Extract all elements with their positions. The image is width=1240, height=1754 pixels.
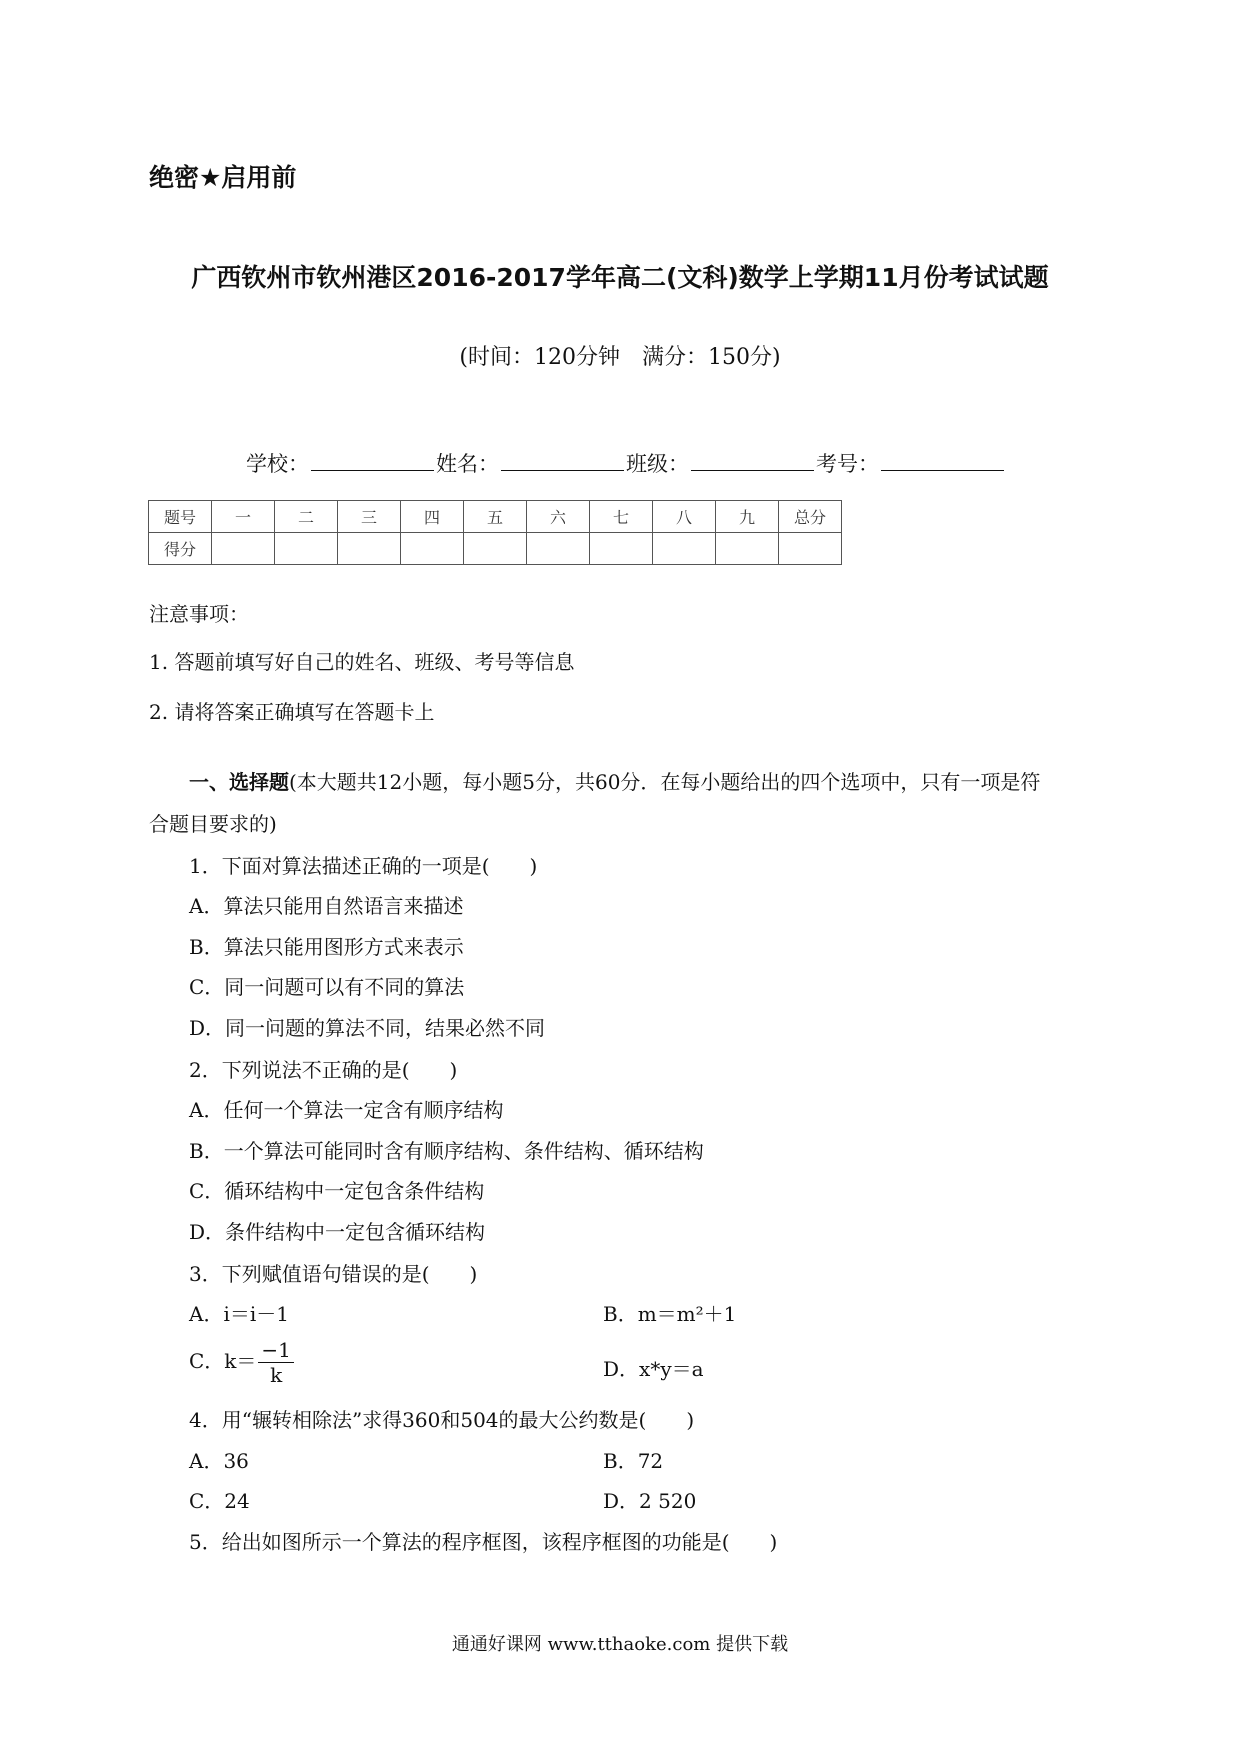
- question-option: B．一个算法可能同时含有顺序结构、条件结构、循环结构: [189, 1139, 704, 1163]
- score-table-header-row: [149, 501, 842, 533]
- question-option: D．x*y＝a: [603, 1357, 704, 1381]
- score-cell[interactable]: [275, 533, 338, 565]
- name-blank[interactable]: [501, 452, 624, 471]
- question-option: B．m＝m²＋1: [603, 1302, 737, 1326]
- table-cell: 四: [401, 501, 464, 533]
- fraction-denominator: k: [270, 1363, 283, 1387]
- score-cell[interactable]: [779, 533, 842, 565]
- question-option: A．i＝i－1: [189, 1302, 289, 1326]
- question-stem: 1．下面对算法描述正确的一项是( ): [189, 854, 538, 878]
- question-option: A．36: [189, 1449, 249, 1473]
- question-option: C．24: [189, 1489, 250, 1513]
- exam-title: 广西钦州市钦州港区2016-2017学年高二(文科)数学上学期11月份考试试题: [191, 263, 1049, 292]
- score-cell[interactable]: [653, 533, 716, 565]
- question-option: A．算法只能用自然语言来描述: [189, 894, 464, 918]
- question-option: C．循环结构中一定包含条件结构: [189, 1179, 485, 1203]
- score-table-score-row: [149, 533, 842, 565]
- score-table: [148, 500, 842, 565]
- note-item: 2. 请将答案正确填写在答题卡上: [149, 700, 435, 724]
- fraction-numerator: −1: [258, 1340, 293, 1363]
- school-blank[interactable]: [311, 452, 434, 471]
- table-cell: 八: [653, 501, 716, 533]
- class-label: 班级：: [626, 452, 689, 476]
- score-cell[interactable]: [590, 533, 653, 565]
- score-cell[interactable]: [527, 533, 590, 565]
- exam-no-blank[interactable]: [881, 452, 1004, 471]
- question-option: B．算法只能用图形方式来表示: [189, 935, 464, 959]
- question-stem: 2．下列说法不正确的是( ): [189, 1058, 458, 1082]
- score-cell[interactable]: [464, 533, 527, 565]
- notes-title: 注意事项：: [149, 602, 249, 626]
- question-option: A．任何一个算法一定含有顺序结构: [189, 1098, 504, 1122]
- confidential-label: 绝密★启用前: [149, 163, 297, 192]
- question-option: D．2 520: [603, 1489, 697, 1513]
- score-cell[interactable]: [401, 533, 464, 565]
- exam-no-label: 考号：: [816, 452, 879, 476]
- option-label: C．k＝: [189, 1349, 257, 1373]
- table-cell: 题号: [149, 501, 212, 533]
- exam-subtitle: (时间：120分钟 满分：150分): [459, 345, 781, 370]
- question-option: B．72: [603, 1449, 664, 1473]
- note-item: 1. 答题前填写好自己的姓名、班级、考号等信息: [149, 650, 575, 674]
- score-cell[interactable]: [716, 533, 779, 565]
- table-cell: 二: [275, 501, 338, 533]
- question-option: D．条件结构中一定包含循环结构: [189, 1220, 486, 1244]
- table-cell: 九: [716, 501, 779, 533]
- question-stem: 5．给出如图所示一个算法的程序框图，该程序框图的功能是( ): [189, 1530, 778, 1554]
- section-desc: (本大题共12小题，每小题5分，共60分．在每小题给出的四个选项中，只有一项是符: [289, 770, 1041, 794]
- question-option: C．同一问题可以有不同的算法: [189, 975, 465, 999]
- score-cell[interactable]: [212, 533, 275, 565]
- score-cell[interactable]: [338, 533, 401, 565]
- table-cell: 七: [590, 501, 653, 533]
- table-cell: 五: [464, 501, 527, 533]
- fraction: [258, 1340, 293, 1385]
- table-cell: 六: [527, 501, 590, 533]
- section-desc-cont: 合题目要求的): [149, 812, 277, 836]
- school-label: 学校：: [246, 452, 309, 476]
- name-label: 姓名：: [436, 452, 499, 476]
- class-blank[interactable]: [691, 452, 814, 471]
- question-option: D．同一问题的算法不同，结果必然不同: [189, 1016, 546, 1040]
- table-cell: 一: [212, 501, 275, 533]
- page-footer: 通通好课网 www.tthaoke.com 提供下载: [451, 1634, 789, 1655]
- table-cell: 得分: [149, 533, 212, 565]
- table-cell: 三: [338, 501, 401, 533]
- question-stem: 4．用“辗转相除法”求得360和504的最大公约数是( ): [189, 1408, 695, 1432]
- section-heading: [189, 766, 1040, 795]
- section-title: 一、选择题: [189, 770, 289, 794]
- table-cell: 总分: [779, 501, 842, 533]
- question-stem: 3．下列赋值语句错误的是( ): [189, 1262, 478, 1286]
- student-info-line: [246, 448, 1006, 478]
- question-option: [189, 1340, 294, 1385]
